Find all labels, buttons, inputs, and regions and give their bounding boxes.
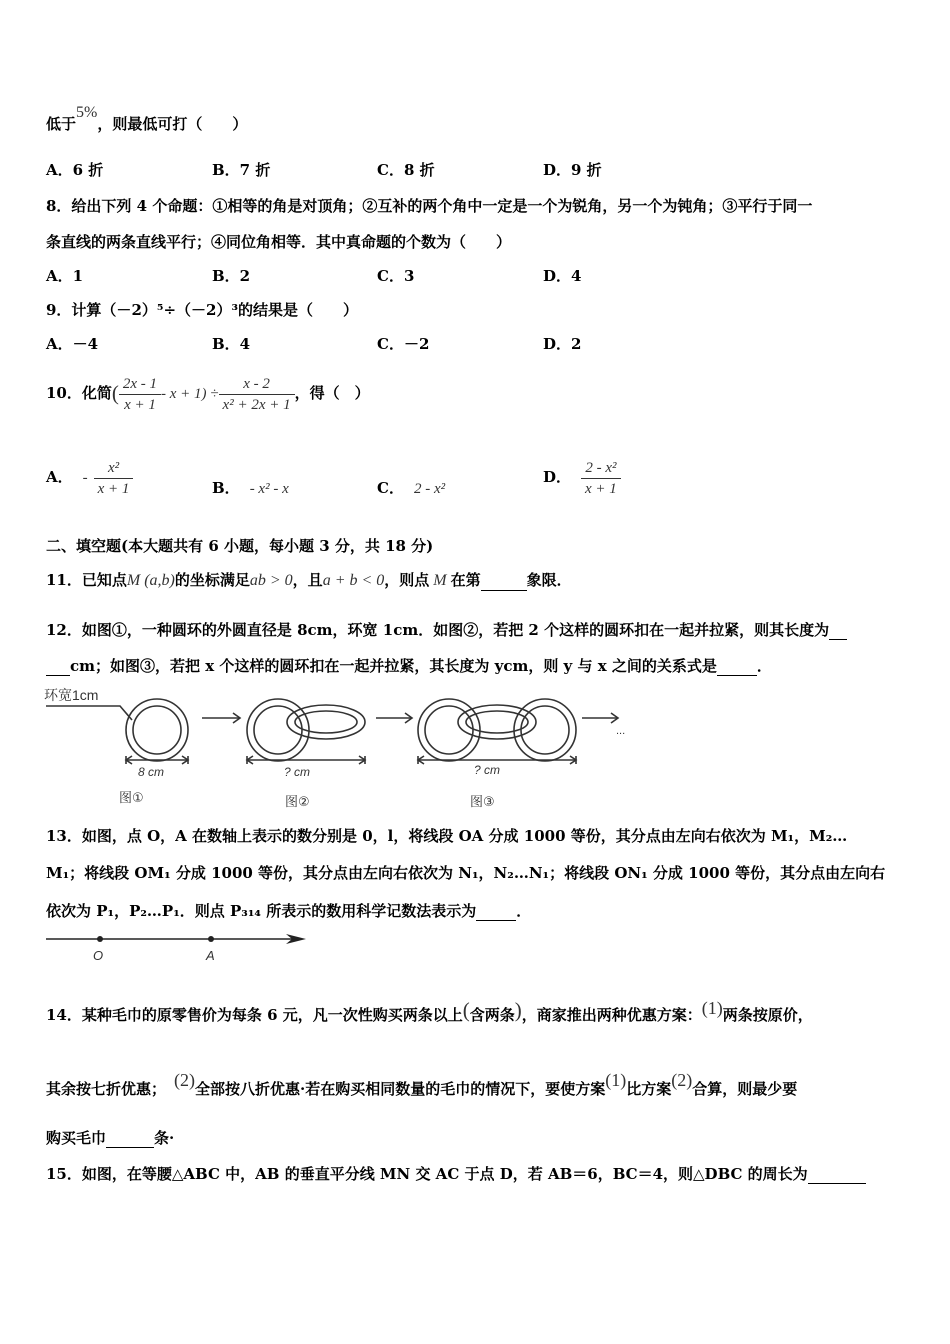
q9-option-d: D．2: [543, 335, 582, 353]
q9-option-b: B．4: [212, 335, 251, 353]
point-o: [97, 936, 103, 942]
q8-line1: 8．给出下列 4 个命题：①相等的角是对顶角；②互补的两个角中一定是一个为锐角，另一个为钝角；③平行于同一: [46, 197, 813, 215]
q7-text-a: 低于: [46, 115, 77, 133]
fig2-ring-1-inner: [254, 706, 302, 754]
fig1-dim-label: 8 cm: [138, 765, 165, 779]
q13-line1: 13．如图，点 O，A 在数轴上表示的数分别是 0，l，将线段 OA 分成 1000 等份，其分点由左向右依次为 M₁，M₂…: [46, 827, 848, 845]
fig1-ring-inner: [133, 706, 181, 754]
q10-option-b: B． - x² - x: [212, 479, 289, 497]
q12-answer-blank-2[interactable]: [717, 659, 757, 676]
ring-width-leader: [46, 706, 132, 720]
q9-stem: 9．计算（－2）⁵÷（－2）³的结果是（ ）: [46, 301, 359, 319]
q8-option-b: B．2: [212, 267, 251, 285]
q10-fraction-1: $\frac{2x - 1}{x + 1}$: [119, 374, 161, 415]
q10-stem: 10．化简( $\frac{2x - 1}{x + 1}$ - x + 1) ÷ $\frac{x - 2}{\text{x² + 2x + 1}}$ ，得（ ）: [46, 375, 370, 413]
section-2-title: 二、填空题(本大题共有 6 小题，每小题 3 分，共 18 分): [46, 537, 434, 555]
continuation-dots: ...: [616, 725, 626, 737]
fig2-ring-2-inner: [295, 711, 357, 733]
q12-line1: 12．如图①，一种圆环的外圆直径是 8cm，环宽 1cm．如图②，若把 2 个这样的圆环扣在一起并拉紧，则其长度为: [46, 620, 847, 640]
q14-line2: 其余按七折优惠； (2)全部按八折优惠·若在购买相同数量的毛巾的情况下，要使方案(1)比方案(2)合算，则最少要: [46, 1070, 798, 1098]
fig3-ring-3-inner: [521, 706, 569, 754]
fig1-ring-outer: [126, 699, 188, 761]
q14-line3: 购买毛巾 条·: [46, 1129, 175, 1147]
q10-suffix: ，得（ ）: [294, 384, 370, 402]
q11-cond-2: a + b < 0: [322, 572, 385, 589]
q9-option-c: C．－2: [377, 335, 430, 353]
fig1-caption: 图①: [119, 790, 144, 805]
q10-prefix: 10．化简: [46, 384, 112, 402]
q10-option-a: A． - $\frac{\text{x²}}{x + 1}$: [46, 456, 133, 499]
fig3-ring-3-outer: [514, 699, 576, 761]
q15-answer-blank[interactable]: [808, 1167, 866, 1184]
q11-cond-1: ab > 0: [249, 572, 293, 589]
q7-option-a: A．6 折: [46, 161, 104, 179]
q11-point: M (a,b): [126, 572, 175, 589]
q9-option-a: A．－4: [46, 335, 99, 353]
q10-fraction-2: $\frac{x - 2}{\text{x² + 2x + 1}}$: [219, 374, 295, 415]
q11-stem: 11．已知点M (a,b)的坐标满足ab > 0，且a + b < 0，则点 M 在第 象限．: [46, 571, 572, 589]
q13-line3: 依次为 P₁，P₂…P₁．则点 P₃₁₄ 所表示的数用科学记数法表示为 ．: [46, 902, 532, 920]
fig2-dim-label: ? cm: [284, 765, 311, 779]
q14-plan-2-marker: (2): [174, 1070, 196, 1090]
q11-answer-blank[interactable]: [481, 574, 527, 591]
fig3-ring-2-outer: [458, 705, 536, 739]
ring-width-label: 环宽1cm: [44, 687, 99, 703]
fig3-caption: 图③: [470, 794, 495, 809]
q12-figure: [40, 684, 640, 814]
q14-line1: 14．某种毛巾的原零售价为每条 6 元，凡一次性购买两条以上(含两条)，商家推出两种优惠方案：(1)两条按原价，: [46, 998, 813, 1024]
q8-option-c: C．3: [377, 267, 415, 285]
q15-stem: 15．如图，在等腰△ABC 中，AB 的垂直平分线 MN 交 AC 于点 D，若 AB＝6，BC＝4，则△DBC 的周长为: [46, 1164, 866, 1184]
q12-answer-blank-1a[interactable]: [829, 623, 847, 640]
fig2-ring-1-outer: [247, 699, 309, 761]
q8-option-a: A．1: [46, 267, 84, 285]
q7-option-c: C．8 折: [377, 161, 435, 179]
q14-answer-blank[interactable]: [106, 1131, 154, 1148]
point-a: [208, 936, 214, 942]
q7-text-b: ，则最低可打（ ）: [97, 115, 248, 133]
q8-option-d: D．4: [543, 267, 582, 285]
q12-line2: cm；如图③，若把 x 个这样的圆环扣在一起并拉紧，其长度为 ycm，则 y 与 x 之间的关系式是 ．: [46, 656, 772, 676]
q7-stem: [46, 104, 248, 135]
q12-answer-blank-1b[interactable]: [46, 659, 70, 676]
q8-line2: 条直线的两条直线平行；④同位角相等．其中真命题的个数为（ ）: [46, 233, 512, 251]
label-a: A: [206, 948, 215, 963]
q10-option-d: D． $\frac{\text{2 - x²}}{x + 1}$: [543, 456, 621, 499]
label-o: O: [93, 948, 104, 963]
fig3-dim-label: ? cm: [474, 763, 501, 777]
fig3-ring-1-outer: [418, 699, 480, 761]
q10-option-c: C． 2 - x²: [377, 479, 446, 497]
q13-number-line: [44, 928, 314, 968]
q13-answer-blank[interactable]: [476, 904, 516, 921]
fig2-caption: 图②: [285, 794, 310, 809]
q10-expr-mid: - x + 1) ÷: [161, 386, 219, 402]
q13-line2: M₁；将线段 OM₁ 分成 1000 等份，其分点由左向右依次为 N₁，N₂…N₁；将线段 ON₁ 分成 1000 等份，其分点由左向右: [46, 864, 886, 882]
fig3-ring-1-inner: [425, 706, 473, 754]
q7-percent: 5%: [76, 104, 98, 121]
q7-option-b: B．7 折: [212, 161, 271, 179]
fig2-ring-2-outer: [287, 705, 365, 739]
q14-plan-1-marker: (1): [701, 998, 723, 1018]
q7-option-d: D．9 折: [543, 161, 602, 179]
